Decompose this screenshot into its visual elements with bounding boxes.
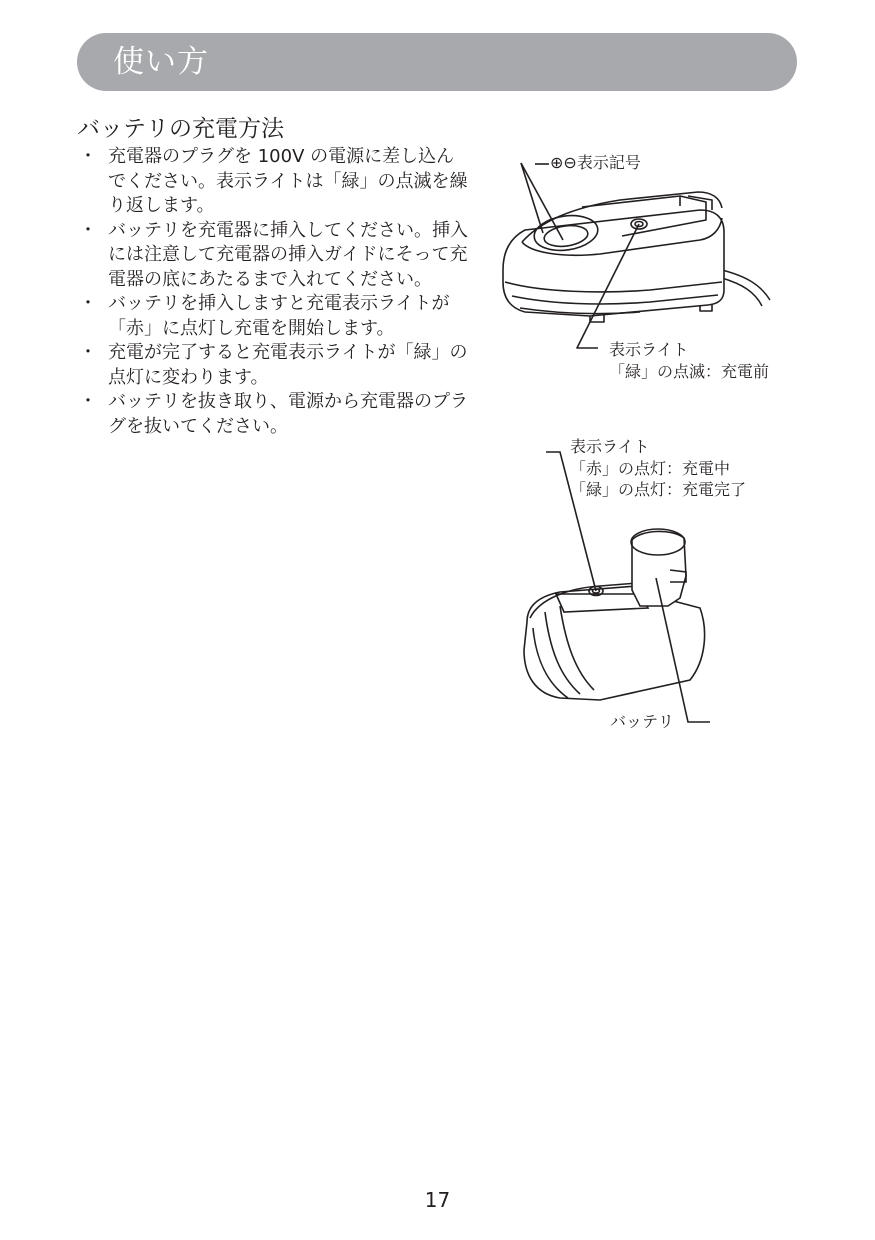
list-item-text: 充電器のプラグを 100V の電源に差し込んでください。表示ライトは「緑」の点滅を繰り返します。	[108, 146, 468, 216]
light-state-flashing: 「緑」の点滅：充電前	[609, 361, 770, 381]
polarity-label	[550, 152, 641, 174]
light-label: 表示ライト	[570, 437, 650, 456]
bullet: ・	[79, 391, 97, 412]
battery-label: バッテリ	[610, 712, 675, 731]
light-state-green: 「緑」の点灯：充電完了	[570, 480, 747, 499]
indicator-light-states	[570, 436, 746, 501]
list-item-text: バッテリを充電器に挿入してください。挿入には注意して充電器の挿入ガイドにそって充電器の底にあたるまで入れてください。	[108, 219, 468, 290]
light-label: 表示ライト	[609, 340, 689, 359]
light-state-red: 「赤」の点灯：充電中	[570, 458, 731, 478]
list-item-text: バッテリを抜き取り、電源から充電器のプラグを抜いてください。	[108, 391, 468, 437]
bullet: ・	[79, 146, 97, 167]
polarity-label-text: 表示記号	[576, 153, 641, 172]
list-item-text: 充電が完了すると充電表示ライトが「緑」の点灯に変わります。	[108, 342, 468, 388]
indicator-light-label	[609, 339, 769, 382]
bullet: ・	[79, 219, 97, 241]
page-title: 使い方	[113, 44, 209, 80]
bullet: ・	[79, 293, 97, 314]
list-item-text: バッテリを挿入しますと充電表示ライトが「赤」に点灯し充電を開始します。	[108, 293, 450, 339]
page-number: 17	[424, 1188, 451, 1212]
bullet: ・	[79, 342, 97, 363]
polarity-symbols: ⊕⊖	[550, 153, 577, 172]
section-heading: バッテリの充電方法	[77, 116, 284, 142]
